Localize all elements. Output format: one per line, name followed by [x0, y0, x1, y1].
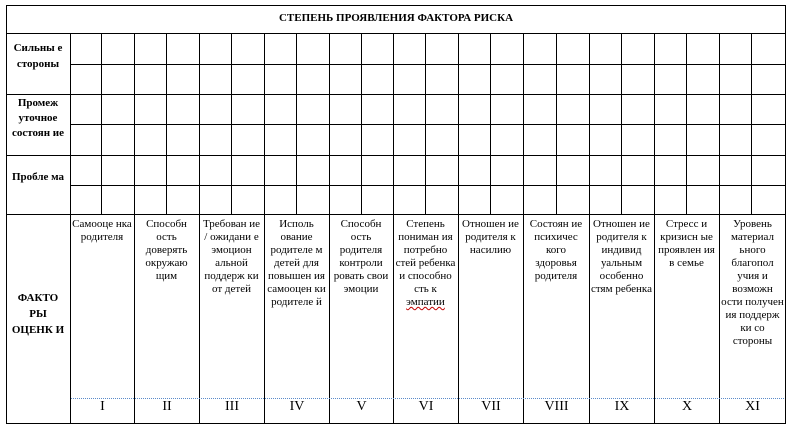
grid-line [6, 155, 786, 156]
grid-line [425, 33, 426, 214]
row-header-factors: ФАКТО РЫ ОЦЕНК И [11, 292, 65, 336]
factor-label: Способн ость доверять окружаю щим [145, 218, 188, 282]
factor-numeral: VI [418, 399, 434, 414]
factor-numeral: I [100, 399, 105, 414]
grid-line [6, 214, 786, 215]
factor-label: Требован ие / ожидани е эмоцион альной поддерж ки от детей [202, 218, 261, 295]
grid-line [719, 33, 720, 424]
factor-numeral: VII [481, 399, 501, 414]
factor-label-text: Степень пониман ия потребно стей ребенка и способно сть к эмпатии [395, 218, 456, 308]
grid-line [166, 33, 167, 214]
grid-line [686, 33, 687, 214]
grid-line [523, 33, 524, 424]
factor-numeral: VIII [544, 399, 569, 414]
grid-line [329, 33, 330, 424]
grid-line [101, 33, 102, 214]
factor-label: Уровень материал ьного благопол учия и возможн ости получен ия поддерж ки со стороны [721, 218, 784, 347]
grid-line [199, 33, 200, 424]
factor-numeral: IV [289, 399, 305, 414]
factor-numeral: X [681, 399, 693, 414]
grid-line [231, 33, 232, 214]
spellcheck-word: эмпатии [406, 296, 445, 308]
grid-line [458, 33, 459, 424]
grid-line [751, 33, 752, 214]
grid-line [264, 33, 265, 424]
factor-label: Отношен ие родителя к насилию [462, 218, 519, 256]
grid-line [621, 33, 622, 214]
factor-numeral: III [225, 399, 239, 414]
row-header-intermediate: Промеж уточное состоян ие [11, 97, 65, 139]
grid-line [556, 33, 557, 214]
table-title: СТЕПЕНЬ ПРОЯВЛЕНИЯ ФАКТОРА РИСКА [278, 12, 514, 24]
factor-label: Состоян ие психичес кого здоровья родителя [529, 218, 583, 282]
factor-numeral: II [162, 399, 172, 414]
grid-line [296, 33, 297, 214]
factor-numeral: XI [745, 399, 760, 414]
factor-label: Отношен ие родителя к индивид уальным особенно стям ребенка [591, 218, 652, 295]
grid-line [71, 185, 786, 186]
factor-label: Способн ость родителя контроли ровать свои эмоции [333, 218, 389, 295]
factor-label: Исполь ование родителе м детей для повышен ия самооцен ки родителе й [267, 218, 326, 308]
factor-label: Стресс и кризисн ые проявлен ия в семье [658, 218, 715, 269]
factor-label [395, 218, 456, 309]
factor-numeral: V [356, 399, 367, 414]
grid-line [393, 33, 394, 424]
grid-line [134, 33, 135, 424]
factor-numeral: IX [614, 399, 630, 414]
row-header-strong: Сильны е стороны [13, 42, 63, 70]
row-header-problem: Пробле ма [11, 171, 65, 183]
grid-line [71, 124, 786, 125]
grid-line [70, 33, 71, 424]
grid-line [589, 33, 590, 424]
grid-line [490, 33, 491, 214]
grid-line [654, 33, 655, 424]
grid-line [361, 33, 362, 214]
grid-line [6, 33, 786, 34]
factor-label: Самооце нка родителя [72, 218, 132, 243]
grid-line [6, 94, 786, 95]
grid-line [71, 64, 786, 65]
